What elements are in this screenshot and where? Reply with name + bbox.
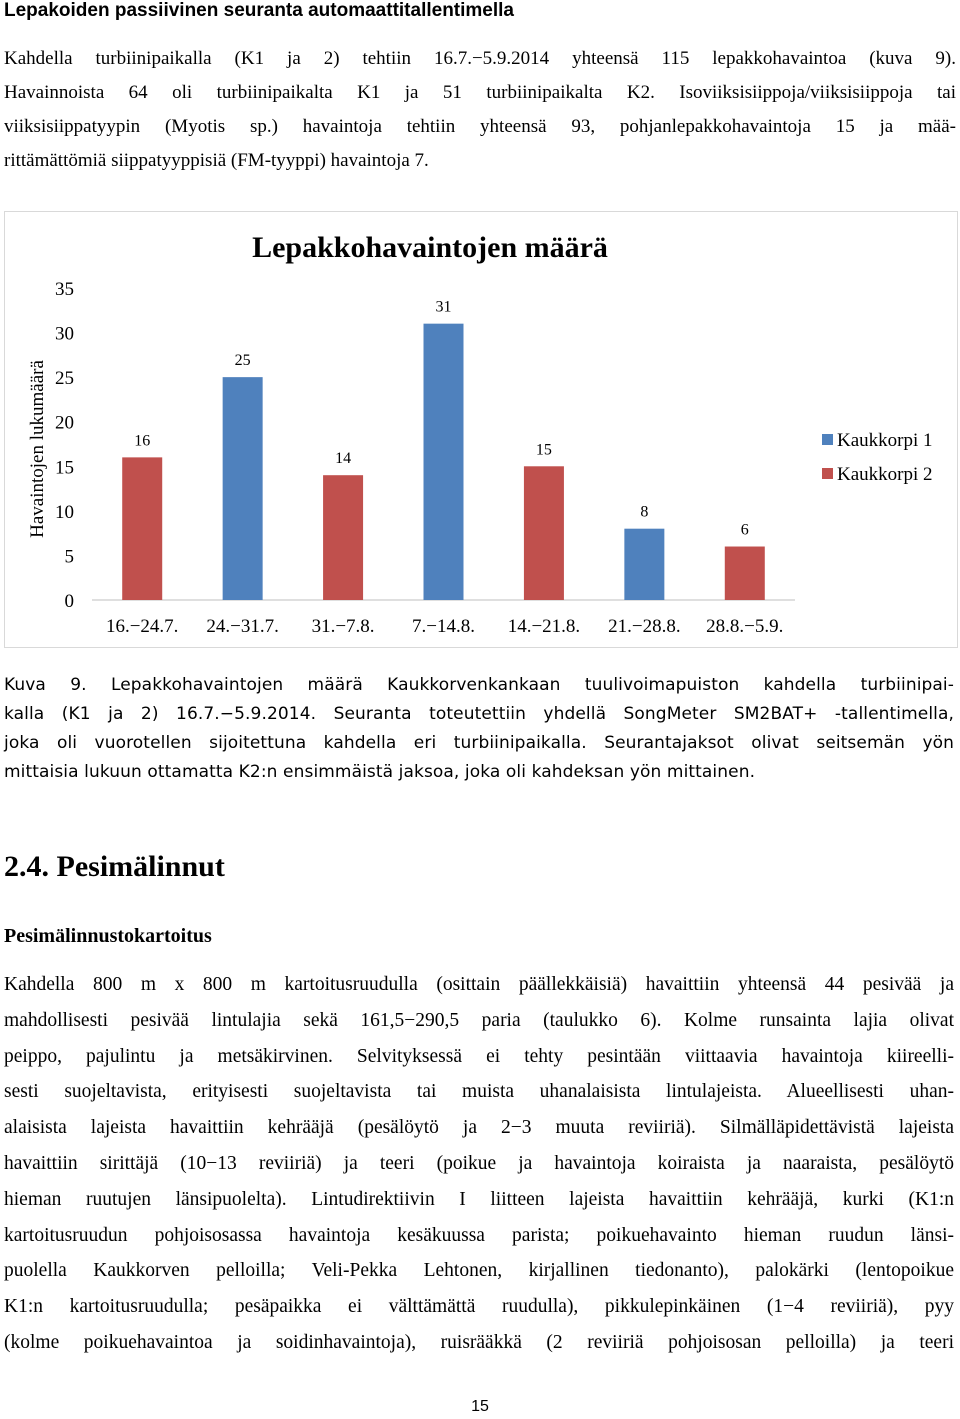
body-line: kartoitusruudun pohjoisosassa havaintoja kesäkuussa parista; poikuehavainto hieman ruudun länsi- <box>4 1224 954 1246</box>
body-line: hieman ruutujen länsipuolelta). Lintudirektiivin I liitteen lajeista havaittiin kehrääjä, kurki (K1:n <box>4 1188 954 1210</box>
y-tick-label: 10 <box>55 501 74 523</box>
y-axis-ticks <box>55 279 74 612</box>
intro-line: Havainnoista 64 oli turbiinipaikalta K1 ja 51 turbiinipaikalta K2. Isoviiksisiippoja/viiksisiippoja tai <box>4 82 956 103</box>
subsection-heading-bats: Lepakoiden passiivinen seuranta automaattitallentimella <box>4 0 514 21</box>
bar-kaukkorpi-1 <box>223 377 263 600</box>
intro-line: Kahdella turbiinipaikalla (K1 ja 2) tehtiin 16.7.−5.9.2014 yhteensä 115 lepakkohavaintoa (kuva 9). <box>4 48 956 69</box>
body-line: (kolme poikuehavaintoa ja soidinhavaintoja), ruisrääkkä (2 reviiriä pohjoisosan pelloilla) ja teeri <box>4 1331 954 1353</box>
x-tick-label: 21.−28.8. <box>608 616 681 637</box>
caption-line: mittaisia lukuun ottamatta K2:n ensimmäistä jaksoa, joka oli kahdeksan yön mittainen. <box>4 762 756 782</box>
body-line: mahdollisesti pesivää lintulajia sekä 161,5−290,5 paria (taulukko 6). Kolme runsainta lajia olivat <box>4 1009 954 1031</box>
bar-kaukkorpi-2 <box>122 457 162 600</box>
figure-caption <box>4 671 954 787</box>
caption-line: joka oli vuorotellen sijoitettuna kahdella eri turbiinipaikalla. Seurantajaksot olivat seitsemän yön <box>4 733 954 753</box>
data-label: 8 <box>640 503 649 521</box>
legend-swatch-kaukkorpi-2 <box>822 468 833 479</box>
data-label: 31 <box>435 298 452 316</box>
caption-line: Kuva 9. Lepakkohavaintojen määrä Kaukkorvenkankaan tuulivoimapuiston kahdella turbiinipai- <box>4 675 954 695</box>
caption-line: kalla (K1 ja 2) 16.7.−5.9.2014. Seuranta toteutettiin yhdellä SongMeter SM2BAT+ -tallentimella, <box>4 704 954 724</box>
data-label: 25 <box>234 352 251 370</box>
chart-svg <box>5 212 957 647</box>
body-line: K1:n kartoitusruudulla; pesäpaikka ei välttämättä ruudulla), pikkulepinkäinen (1−4 reviiriä), pyy <box>4 1296 954 1318</box>
data-label: 16 <box>134 432 151 450</box>
page-number: 15 <box>471 1398 489 1415</box>
bar-kaukkorpi-2 <box>524 466 564 600</box>
x-axis-ticks <box>106 616 783 637</box>
bars-group <box>122 299 765 600</box>
bar-kaukkorpi-2 <box>725 547 765 600</box>
x-tick-label: 7.−14.8. <box>412 616 475 637</box>
data-label: 15 <box>535 441 552 459</box>
body-line: puolella Kaukkorven pelloilla; Veli-Pekka Lehtonen, kirjallinen tiedonanto), palokärki (lentopoikue <box>4 1260 954 1282</box>
y-tick-label: 20 <box>55 412 74 434</box>
legend-swatch-kaukkorpi-1 <box>822 434 833 445</box>
body-line: sesti suojeltavista, erityisesti suojeltavista tai muista uhanalaisista lintulajeista. Alueellisesti uhan- <box>4 1081 954 1103</box>
chart-legend <box>822 430 933 485</box>
chart-y-axis-label: Havaintojen lukumäärä <box>27 360 48 538</box>
x-tick-label: 14.−21.8. <box>507 616 581 637</box>
subsection-title: Pesimälinnustokartoitus <box>4 925 212 947</box>
body-line: havaittiin sirittäjä (10−13 reviiriä) ja teeri (poikue ja havaintoja koiraista ja naaraista, pesälöytö <box>4 1152 954 1174</box>
data-label: 6 <box>740 521 749 539</box>
y-tick-label: 35 <box>55 279 74 300</box>
section-title: 2.4. Pesimälinnut <box>4 850 225 883</box>
intro-paragraph <box>4 42 956 178</box>
body-paragraph <box>4 967 954 1361</box>
body-line: alaisista lajeista havaittiin kehrääjä (pesälöytö ja 2−3 muuta reviiriä). Silmälläpidettävistä lajeista <box>4 1117 954 1139</box>
y-tick-label: 30 <box>55 323 74 345</box>
legend-label-kaukkorpi-1: Kaukkorpi 1 <box>837 430 933 451</box>
x-tick-label: 28.8.−5.9. <box>706 616 784 637</box>
intro-line: rittämättömiä siippatyyppisiä (FM-tyyppi) havaintoja 7. <box>4 150 429 171</box>
bat-observation-chart <box>4 211 958 648</box>
body-line: Kahdella 800 m x 800 m kartoitusruudulla (osittain päällekkäisiä) havaittiin yhteensä 44 pesivää ja <box>4 974 954 995</box>
y-tick-label: 0 <box>64 591 74 612</box>
x-tick-label: 31.−7.8. <box>311 616 375 637</box>
intro-line: viiksisiippatyypin (Myotis sp.) havaintoja tehtiin yhteensä 93, pohjanlepakkohavaintoja 15 ja mää- <box>4 116 956 137</box>
data-label: 14 <box>335 450 352 468</box>
body-line: peippo, pajulintu ja metsäkirvinen. Selvityksessä ei tehty pesintään viittaavia havaintoja kiireelli- <box>4 1045 954 1067</box>
x-tick-label: 24.−31.7. <box>206 616 279 637</box>
x-tick-label: 16.−24.7. <box>105 616 179 637</box>
y-tick-label: 5 <box>64 546 74 568</box>
y-tick-label: 25 <box>55 368 74 390</box>
bar-kaukkorpi-1 <box>424 324 464 600</box>
bar-kaukkorpi-1 <box>624 529 664 600</box>
bar-kaukkorpi-2 <box>323 475 363 600</box>
chart-title: Lepakkohavaintojen määrä <box>252 231 608 264</box>
legend-label-kaukkorpi-2: Kaukkorpi 2 <box>837 464 933 485</box>
y-tick-label: 15 <box>55 457 74 479</box>
